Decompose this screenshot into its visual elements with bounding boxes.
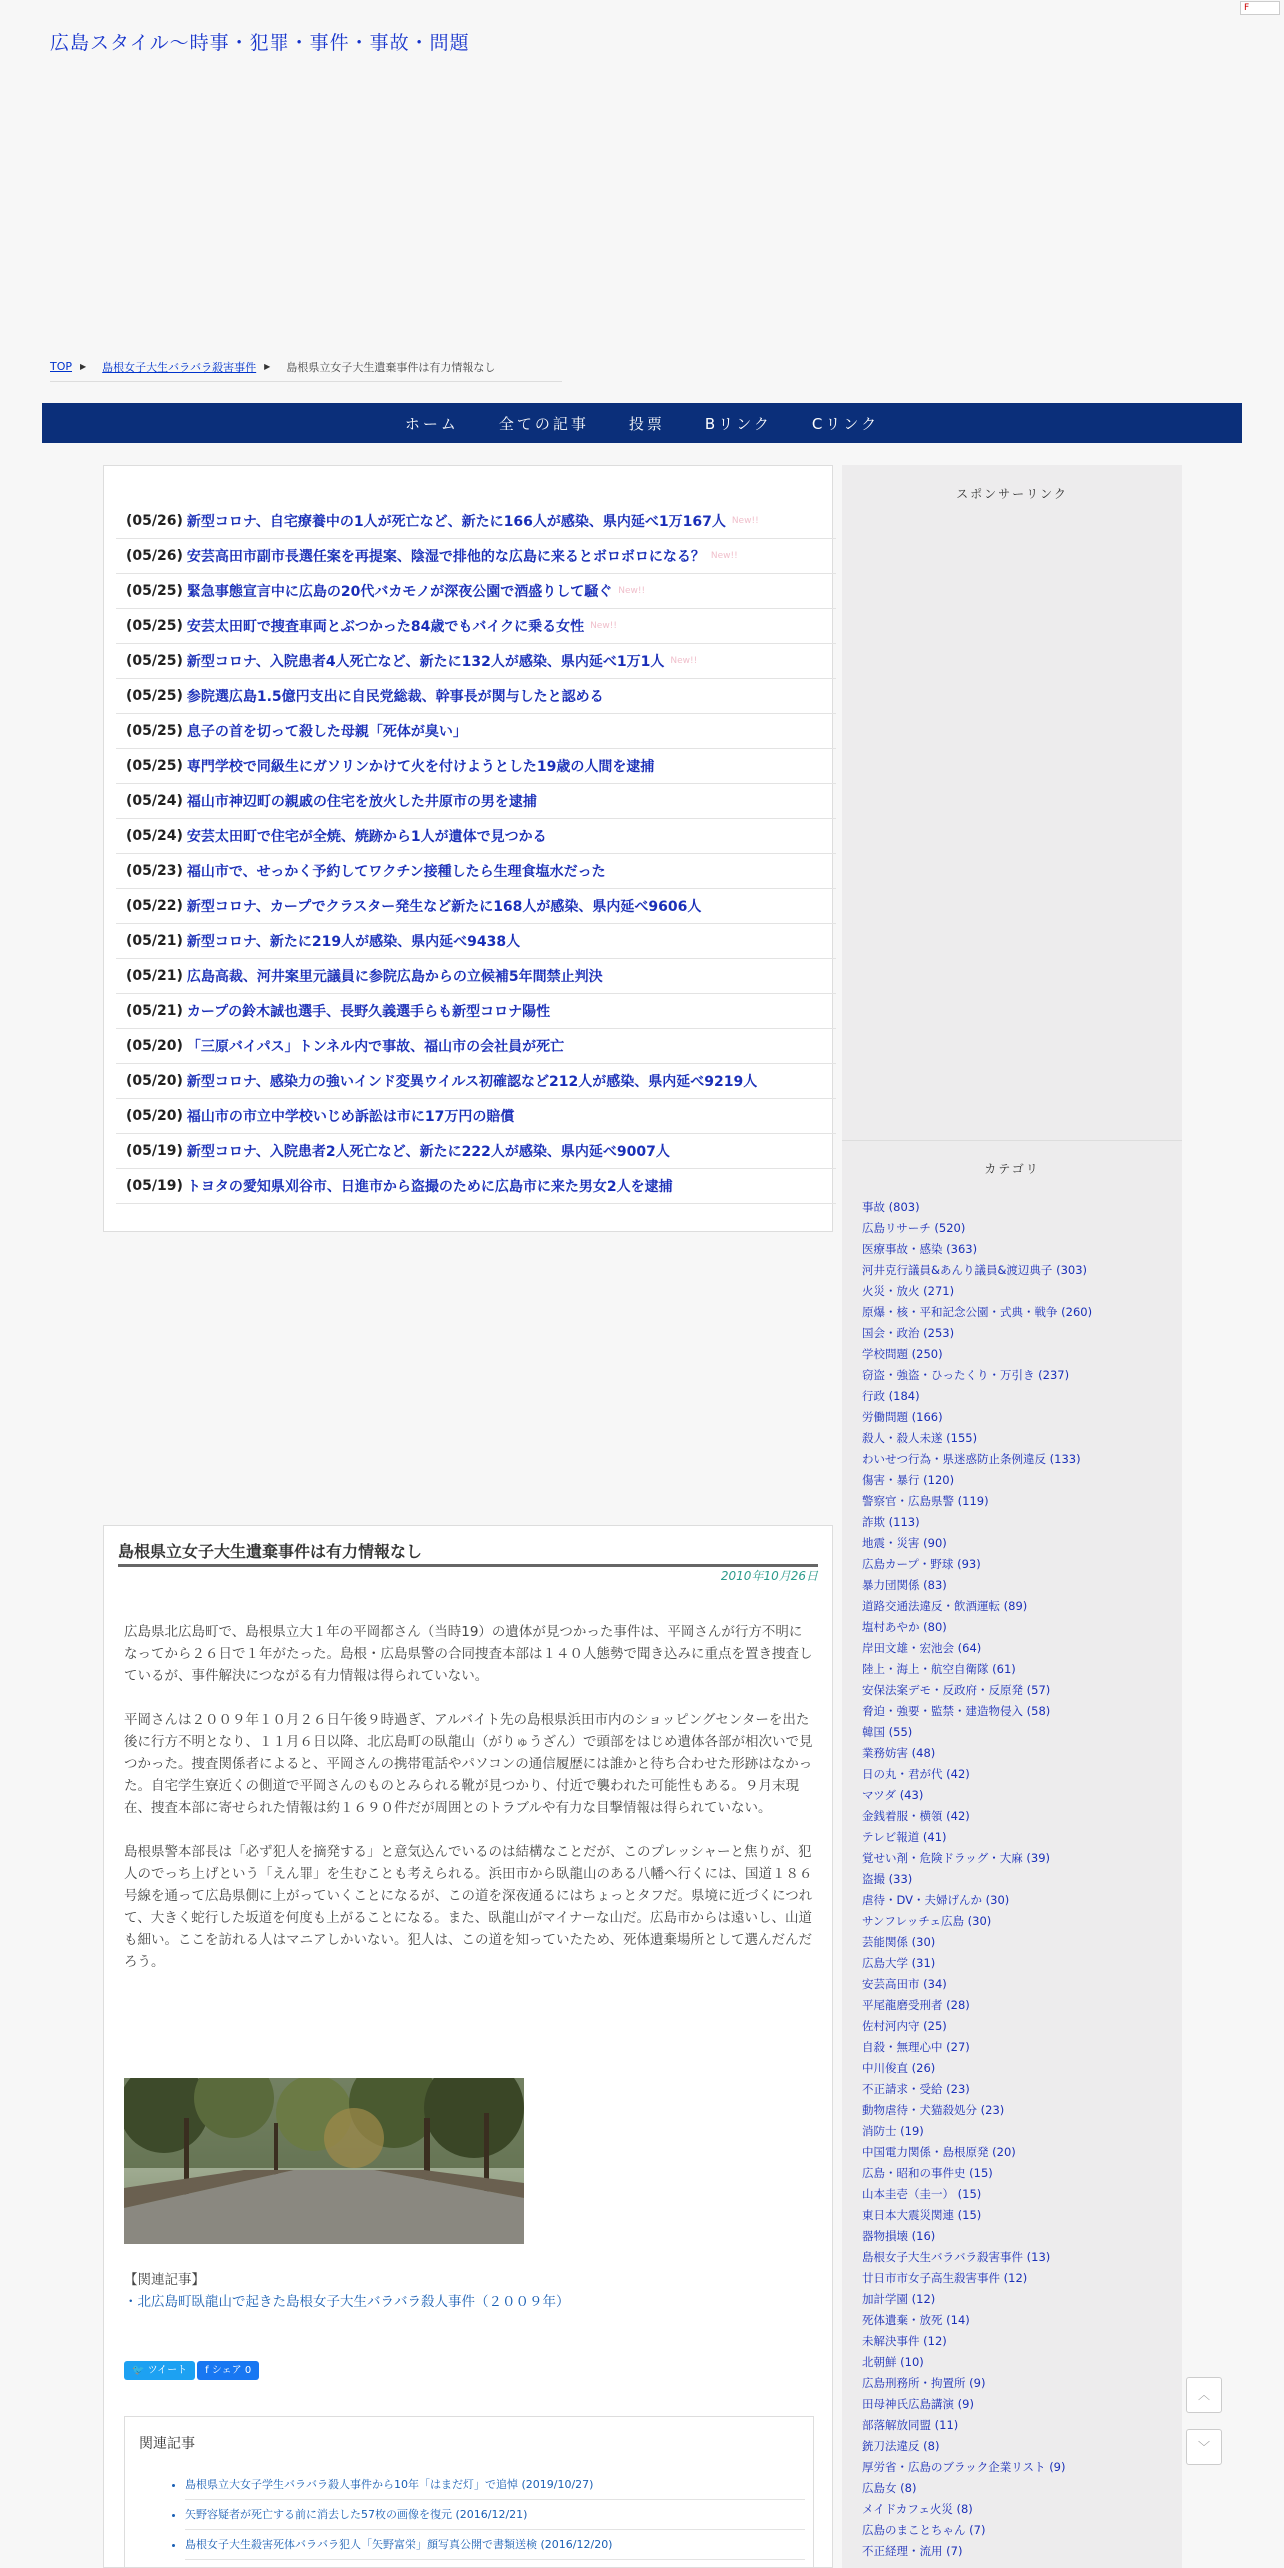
news-date: (05/21) <box>126 968 183 984</box>
news-date: (05/25) <box>126 758 183 774</box>
category-link[interactable]: 塩村あやか (80) <box>862 1620 947 1634</box>
news-date: (05/19) <box>126 1178 183 1194</box>
related-list-item[interactable]: • 矢野容疑者が死亡する前に消去した57枚の画像を復元 (2016/12/21) <box>185 2500 805 2530</box>
chevron-right-icon: ▶ <box>80 362 87 371</box>
category-link[interactable]: 芸能関係 (30) <box>862 1935 936 1949</box>
category-link[interactable]: 中川俊直 (26) <box>862 2061 936 2075</box>
category-link[interactable]: 地震・災害 (90) <box>862 1536 947 1550</box>
news-date: (05/24) <box>126 828 183 844</box>
news-item <box>116 819 836 854</box>
facebook-share-button[interactable]: f シェア 0 <box>197 2361 259 2380</box>
category-link[interactable]: 北朝鮮 (10) <box>862 2355 924 2369</box>
scroll-up-button[interactable] <box>1186 2377 1222 2413</box>
category-link[interactable]: 東日本大震災関連 (15) <box>862 2208 982 2222</box>
news-link[interactable]: トヨタの愛知県刈谷市、日進市から盗撮のために広島市に来た男女2人を逮捕 <box>186 1179 673 1195</box>
news-link[interactable]: 広島高裁、河井案里元議員に参院広島からの立候補5年間禁止判決 <box>186 969 603 985</box>
related-list-item[interactable]: • 島根県立大女子学生バラバラ殺人事件から10年「はまだ灯」で追悼 (2019/10/27) <box>185 2470 805 2500</box>
news-item <box>116 714 836 749</box>
category-link[interactable]: 広島のまことちゃん (7) <box>862 2523 986 2537</box>
category-link[interactable]: 中国電力関係・島根原発 (20) <box>862 2145 1016 2159</box>
news-link[interactable]: 安芸太田町で住宅が全焼、焼跡から1人が遺体で見つかる <box>186 829 547 845</box>
category-link[interactable]: 不正請求・受給 (23) <box>862 2082 970 2096</box>
category-link[interactable]: 岸田文雄・宏池会 (64) <box>862 1641 982 1655</box>
category-link[interactable]: メイドカフェ火災 (8) <box>862 2502 973 2516</box>
news-date: (05/24) <box>126 793 183 809</box>
news-date: (05/21) <box>126 933 183 949</box>
news-item <box>116 1099 836 1134</box>
category-link[interactable]: 河井克行議員&あんり議員&渡辺典子 (303) <box>862 1263 1088 1277</box>
category-link[interactable]: マツダ (43) <box>862 1788 924 1802</box>
news-date: (05/19) <box>126 1143 183 1159</box>
share-buttons <box>124 2361 259 2380</box>
category-link[interactable]: 自殺・無理心中 (27) <box>862 2040 970 2054</box>
related-label: 【関連記事】 <box>124 2272 205 2288</box>
breadcrumb-category-link[interactable]: 島根女子大生バラバラ殺害事件 <box>102 360 257 374</box>
new-badge: New!! <box>731 516 759 526</box>
category-link[interactable]: 加計学園 (12) <box>862 2292 936 2306</box>
category-link[interactable]: 医療事故・感染 (363) <box>862 1242 978 1256</box>
news-link[interactable]: 新型コロナ、入院患者4人死亡など、新たに132人が感染、県内延べ1万1人 <box>186 654 665 670</box>
sidebar-divider <box>842 1140 1182 1141</box>
category-link[interactable]: 詐欺 (113) <box>862 1515 920 1529</box>
language-flag[interactable]: F <box>1240 1 1280 15</box>
category-link[interactable]: 道路交通法違反・飲酒運転 (89) <box>862 1599 1028 1613</box>
news-link[interactable]: 新型コロナ、入院患者2人死亡など、新たに222人が感染、県内延べ9007人 <box>186 1144 670 1160</box>
new-badge: New!! <box>590 621 617 631</box>
nav-item[interactable]: 全ての記事 <box>498 414 589 433</box>
category-link[interactable]: 広島リサーチ (520) <box>862 1221 966 1235</box>
chevron-down-icon: ﹀ <box>1197 2440 1210 2454</box>
category-link[interactable]: サンフレッチェ広島 (30) <box>862 1914 992 1928</box>
category-link[interactable]: 火災・放火 (271) <box>862 1284 955 1298</box>
news-date: (05/25) <box>126 653 183 669</box>
category-link[interactable]: 廿日市市女子高生殺害事件 (12) <box>862 2271 1028 2285</box>
category-link[interactable]: 原爆・核・平和記念公園・式典・戦争 (260) <box>862 1305 1093 1319</box>
category-link[interactable]: 消防士 (19) <box>862 2124 924 2138</box>
nav-item[interactable]: Cリンク <box>811 414 880 433</box>
news-list <box>116 504 836 1204</box>
category-link[interactable]: 広島刑務所・拘置所 (9) <box>862 2376 986 2390</box>
news-date: (05/25) <box>126 618 183 634</box>
related-articles-heading: 関連記事 <box>139 2436 195 2452</box>
related-inline <box>124 2269 570 2313</box>
new-badge: New!! <box>618 586 646 596</box>
news-item <box>116 609 836 644</box>
category-link[interactable]: 日の丸・君が代 (42) <box>862 1767 970 1781</box>
category-link[interactable]: 安保法案デモ・反政府・反原発 (57) <box>862 1683 1051 1697</box>
news-date: (05/21) <box>126 1003 183 1019</box>
category-link[interactable]: 金銭着服・横領 (42) <box>862 1809 970 1823</box>
article-title: 島根県立女子大生遺棄事件は有力情報なし <box>118 1539 818 1567</box>
category-link[interactable]: 警察官・広島県警 (119) <box>862 1494 989 1508</box>
chevron-up-icon: ︿ <box>1197 2388 1210 2402</box>
category-link[interactable]: 広島カープ・野球 (93) <box>862 1557 981 1571</box>
category-link[interactable]: 虐待・DV・夫婦げんか (30) <box>862 1893 1010 1907</box>
news-item <box>116 1064 836 1099</box>
category-link[interactable]: 死体遺棄・放死 (14) <box>862 2313 970 2327</box>
news-date: (05/25) <box>126 583 183 599</box>
news-item <box>116 854 836 889</box>
news-item <box>116 959 836 994</box>
category-link[interactable]: 学校問題 (250) <box>862 1347 943 1361</box>
news-date: (05/20) <box>126 1108 183 1124</box>
breadcrumb-top-link[interactable]: TOP <box>50 360 73 373</box>
category-link[interactable]: 業務妨害 (48) <box>862 1746 936 1760</box>
category-link[interactable]: 陸上・海上・航空自衛隊 (61) <box>862 1662 1016 1676</box>
news-item <box>116 679 836 714</box>
category-link[interactable]: 労働問題 (166) <box>862 1410 943 1424</box>
related-list-item[interactable]: • 島根女子大生殺害死体バラバラ犯人「矢野富栄」顔写真公開で書類送検 (2016/12/20) <box>185 2530 805 2560</box>
category-heading: カテゴリ <box>984 1162 1040 1176</box>
news-link[interactable]: 緊急事態宣言中に広島の20代バカモノが深夜公園で酒盛りして騒ぐ <box>186 584 613 600</box>
breadcrumb <box>50 352 562 382</box>
category-link[interactable]: 不正経理・流用 (7) <box>862 2544 963 2558</box>
category-link[interactable]: 事故 (803) <box>862 1200 920 1214</box>
category-link[interactable]: 動物虐待・犬猫殺処分 (23) <box>862 2103 1005 2117</box>
news-date: (05/25) <box>126 688 183 704</box>
category-list <box>862 1197 1092 2562</box>
category-link[interactable]: 部落解放同盟 (11) <box>862 2418 959 2432</box>
related-articles-box <box>124 2416 814 2568</box>
news-date: (05/26) <box>126 513 183 529</box>
breadcrumb-current: 島根県立女子大生遺棄事件は有力情報なし <box>286 360 496 374</box>
news-link[interactable]: 新型コロナ、新たに219人が感染、県内延べ9438人 <box>186 934 521 950</box>
news-link[interactable]: 安芸高田市副市長選任案を再提案、陰湿で排他的な広島に来るとボロボロになる？ <box>186 549 705 565</box>
news-item <box>116 1134 836 1169</box>
category-link[interactable]: 傷害・暴行 (120) <box>862 1473 955 1487</box>
news-date: (05/23) <box>126 863 183 879</box>
category-link[interactable]: 脅迫・強要・監禁・建造物侵入 (58) <box>862 1704 1051 1718</box>
news-item <box>116 749 836 784</box>
tweet-button[interactable]: 🐦 ツイート <box>124 2361 195 2380</box>
news-link[interactable]: 福山市の市立中学校いじめ訴訟は市に17万円の賠償 <box>186 1109 515 1125</box>
article <box>103 1525 833 2568</box>
news-item <box>116 924 836 959</box>
latest-news-box <box>103 465 833 1232</box>
category-link[interactable]: わいせつ行為・県迷惑防止条例違反 (133) <box>862 1452 1081 1466</box>
category-link[interactable]: 銃刀法違反 (8) <box>862 2439 940 2453</box>
new-badge: New!! <box>710 551 738 561</box>
facebook-icon: f <box>205 2365 212 2376</box>
category-link[interactable]: 器物損壊 (16) <box>862 2229 936 2243</box>
category-link[interactable]: 平尾龍磨受刑者 (28) <box>862 1998 970 2012</box>
category-link[interactable]: 広島・昭和の事件史 (15) <box>862 2166 993 2180</box>
sidebar <box>842 465 1182 2568</box>
news-item <box>116 1169 836 1204</box>
news-link[interactable]: 専門学校で同級生にガソリンかけて火を付けようとした19歳の人間を逮捕 <box>186 759 655 775</box>
related-articles-list <box>185 2470 805 2560</box>
article-paragraph: 広島県北広島町で、島根県立大１年の平岡都さん（当時19）の遺体が見つかった事件は、平岡さんが行方不明になってから２６日で１年がたった。島根・広島県警の合同捜査本部は１４０人態勢で聞き込みに重点を置き捜査しているが、事件解決につながる有力情報は得られていない。 <box>124 1624 813 1684</box>
news-date: (05/20) <box>126 1073 183 1089</box>
category-link[interactable]: 暴力団関係 (83) <box>862 1578 947 1592</box>
news-date: (05/20) <box>126 1038 183 1054</box>
news-link[interactable]: 福山市で、せっかく予約してワクチン接種したら生理食塩水だった <box>186 864 606 880</box>
category-link[interactable]: 国会・政治 (253) <box>862 1326 955 1340</box>
news-link[interactable]: カープの鈴木誠也選手、長野久義選手らも新型コロナ陽性 <box>186 1004 551 1020</box>
chevron-right-icon: ▶ <box>264 362 271 371</box>
category-link[interactable]: 田母神氏広島講演 (9) <box>862 2397 974 2411</box>
news-item <box>116 994 836 1029</box>
news-item <box>116 574 836 609</box>
news-date: (05/22) <box>126 898 183 914</box>
nav-item[interactable]: 投票 <box>628 414 665 433</box>
new-badge: New!! <box>670 656 698 666</box>
main-nav <box>42 403 1242 443</box>
news-link[interactable]: 安芸太田町で捜査車両とぶつかった84歳でもバイクに乗る女性 <box>186 619 585 635</box>
category-link[interactable]: 行政 (184) <box>862 1389 920 1403</box>
category-link[interactable]: 盗撮 (33) <box>862 1872 913 1886</box>
forest-road-photo <box>124 2078 524 2244</box>
article-date: 2010年10月26日 <box>720 1569 818 1583</box>
category-link[interactable]: 広島女 (8) <box>862 2481 917 2495</box>
news-item <box>116 644 836 679</box>
article-body <box>124 1621 814 1995</box>
category-link[interactable]: 安芸高田市 (34) <box>862 1977 947 1991</box>
news-link[interactable]: 新型コロナ、感染力の強いインド変異ウイルス初確認など212人が感染、県内延べ9219人 <box>186 1074 758 1090</box>
category-link[interactable]: 未解決事件 (12) <box>862 2334 947 2348</box>
category-link[interactable]: 厚労省・広島のブラック企業リスト (9) <box>862 2460 1066 2474</box>
news-item <box>116 889 836 924</box>
news-date: (05/25) <box>126 723 183 739</box>
twitter-icon: 🐦 <box>132 2365 148 2376</box>
news-link[interactable]: 息子の首を切って殺した母親「死体が臭い」 <box>186 724 467 740</box>
news-link[interactable]: 参院選広島1.5億円支出に自民党総裁、幹事長が関与したと認める <box>186 689 604 705</box>
category-link[interactable]: 窃盗・強盗・ひったくり・万引き (237) <box>862 1368 1070 1382</box>
category-link[interactable]: テレビ報道 (41) <box>862 1830 947 1844</box>
news-link[interactable]: 新型コロナ、カープでクラスター発生など新たに168人が感染、県内延べ9606人 <box>186 899 702 915</box>
site-title[interactable]: 広島スタイル～時事・犯罪・事件・事故・問題 <box>50 32 470 54</box>
article-paragraph: 島根県警本部長は「必ず犯人を摘発する」と意気込んでいるのは結構なことだが、このプレッシャーと焦りが、犯人のでっち上げという「えん罪」を生むことも考えられる。浜田市から臥龍山のある八幡へ行くには、国道１８６号線を通って広島県側に上がっていくことになるが、この道を深夜通るにはちょっとタフだ。県境に近づくにつれて、大きく蛇行した坂道を何度も上がることになる。また、臥龍山がマイナーな山だ。広島市からは遠いし、山道も細い。ここを訪れる人はマニアしかいない。犯人は、この道を知っていたため、死体遺棄場所として選んだんだろう。 <box>124 1844 813 1970</box>
news-item <box>116 504 836 539</box>
nav-item[interactable]: Bリンク <box>704 414 772 433</box>
related-article-link[interactable]: ・北広島町臥龍山で起きた島根女子大生バラバラ殺人事件（２００９年） <box>124 2294 570 2310</box>
nav-item[interactable]: ホーム <box>404 414 459 433</box>
news-item <box>116 1029 836 1064</box>
category-link[interactable]: 韓国 (55) <box>862 1725 913 1739</box>
news-link[interactable]: 「三原バイパス」トンネル内で事故、福山市の会社員が死亡 <box>186 1039 565 1055</box>
news-date: (05/26) <box>126 548 183 564</box>
sponsor-heading: スポンサーリンク <box>956 487 1068 501</box>
scroll-down-button[interactable] <box>1186 2429 1222 2465</box>
category-link[interactable]: 島根女子大生バラバラ殺害事件 (13) <box>862 2250 1051 2264</box>
category-link[interactable]: 覚せい剤・危険ドラッグ・大麻 (39) <box>862 1851 1051 1865</box>
category-link[interactable]: 佐村河内守 (25) <box>862 2019 947 2033</box>
news-item <box>116 784 836 819</box>
category-link[interactable]: 殺人・殺人未遂 (155) <box>862 1431 978 1445</box>
news-item <box>116 539 836 574</box>
news-link[interactable]: 新型コロナ、自宅療養中の1人が死亡など、新たに166人が感染、県内延べ1万167人 <box>186 514 726 530</box>
article-paragraph: 平岡さんは２００９年１０月２６日午後９時過ぎ、アルバイト先の島根県浜田市内のショッピングセンターを出た後に行方不明となり、１１月６日以降、北広島町の臥龍山（がりゅうざん）で頭部をはじめ遺体各部が相次いで見つかった。捜査関係者によると、平岡さんの携帯電話やパソコンの通信履歴には誰かと待ち合わせた形跡はなかった。自宅学生寮近くの側道で平岡さんのものとみられる靴が見つかり、付近で襲われた可能性もある。９月末現在、捜査本部に寄せられた情報は約１６９０件だが周囲とのトラブルや有力な目撃情報は得られていない。 <box>124 1712 813 1816</box>
category-link[interactable]: 山本圭壱（圭一） (15) <box>862 2187 982 2201</box>
category-link[interactable]: 広島大学 (31) <box>862 1956 936 1970</box>
news-link[interactable]: 福山市神辺町の親戚の住宅を放火した井原市の男を逮捕 <box>186 794 537 810</box>
